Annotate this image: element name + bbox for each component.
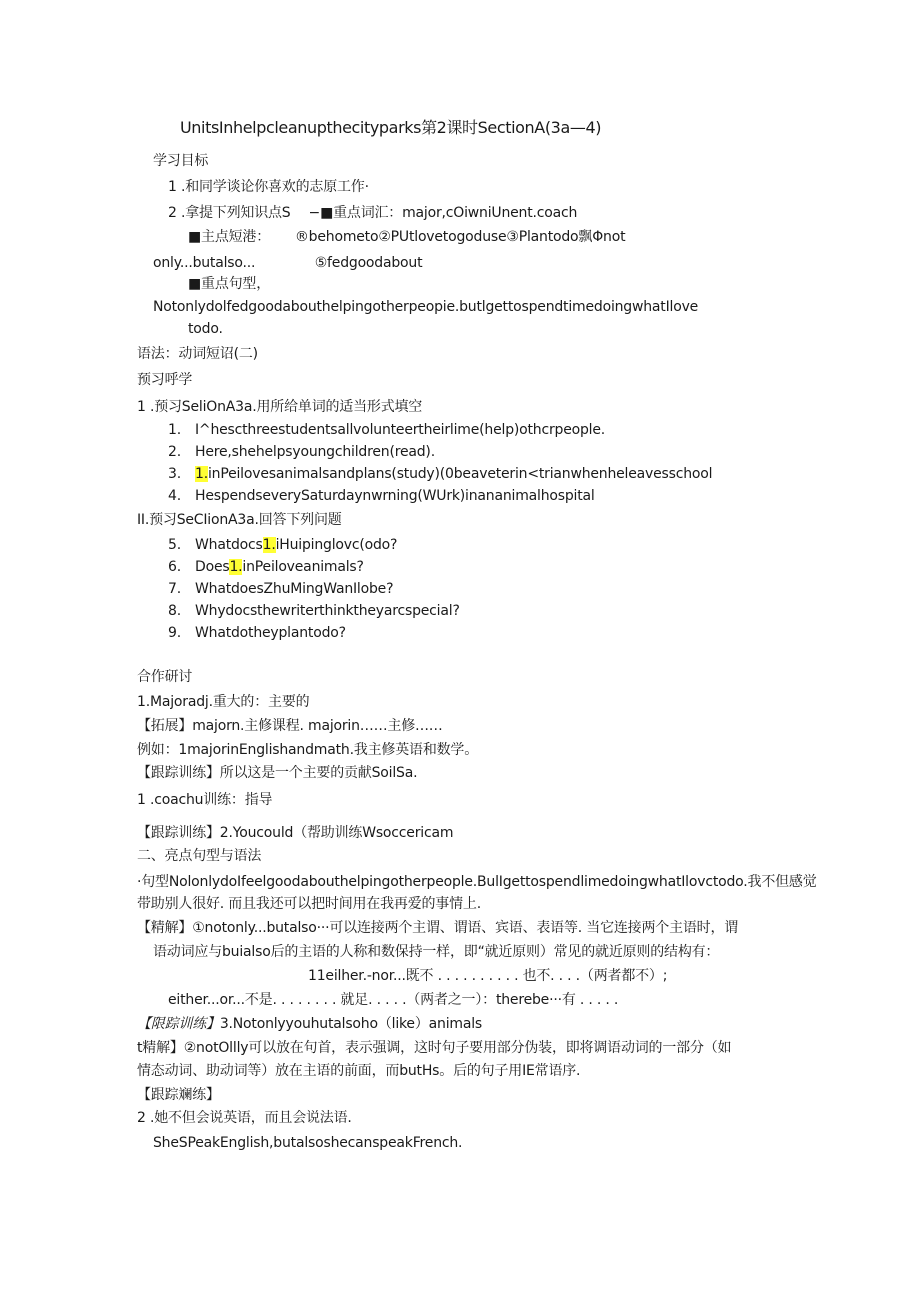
limit-exercise: 【限踪训练】3.Notonlyyouhutalsoho（like）animals <box>137 1016 482 1032</box>
question-item: 5. Whatdocs1.iHuipinglovc(odo? <box>168 537 398 553</box>
question-item: 7. WhatdoesZhuMingWanIlobe? <box>168 581 394 597</box>
explanation-1: 【精解】①notonly...butalso···可以连接两个主谓、谓语、宾语、表语等. 当它连接两个主语时，谓 <box>137 920 739 936</box>
major-tracking-exercise: 【跟踪训练】所以这是一个主要的贡献SoilSa. <box>137 765 418 781</box>
key-sentence-label: ■重点句型， <box>188 276 271 292</box>
preview-part-1: 1 .预习SeliOnA3a.用所给单词的适当形式填空 <box>137 399 423 415</box>
key-sentence-continued: todo. <box>188 321 223 337</box>
objective-item-2: 2 .拿提下列知识点S −■重点词汇：major,cOiwniUnent.coach <box>168 205 578 221</box>
question-item: 8. Whydocsthewriterthinktheyarcspecial? <box>168 603 460 619</box>
key-phrases-continued: only...butalso... ⑤fedgoodabout <box>153 255 423 271</box>
exercise-question: 2 .她不但会说英语，而且会说法语. <box>137 1110 352 1126</box>
exercise-answer: SheSPeakEnglish,butalsoshecanspeakFrench. <box>153 1135 463 1151</box>
question-item: 6. Does1.inPeiloveanimals? <box>168 559 364 575</box>
key-sentence: Notonlydolfedgoodabouthelpingotherpeopie.butlgettospendtimedoingwhatIlove <box>153 299 699 315</box>
explanation-1-structure-a: 11eilher.-nor...既不 . . . . . . . . . . 也不. . . .（两者都不）; <box>308 968 668 984</box>
objective-item-1: 1 .和同学谈论你喜欢的志原工作· <box>168 179 369 195</box>
exercise-item: 2. Here,shehelpsyoungchildren(read). <box>168 444 435 460</box>
explanation-1-structure-b: either...or...不是. . . . . . . . 就足. . . . .（两者之一）：therebe···有 . . . . . <box>168 992 619 1008</box>
preview-part-2: II.预习SeCIionA3a.回答下列问题 <box>137 512 342 528</box>
question-item: 9. Whatdotheyplantodo? <box>168 625 346 641</box>
exercise-item: 1. I^hescthreestudentsallvolunteertheirlime(help)othcrpeople. <box>168 422 606 438</box>
key-phrases: ■主点短港： ®behometo②PUtlovetogoduse③Plantodo飘Φnot <box>188 229 626 245</box>
tracking-exercise-label: 【跟踪斓练】 <box>137 1087 220 1103</box>
highlights-heading: 二、亮点句型与语法 <box>137 848 262 864</box>
sentence-pattern-translation: 带助别人很好. 而且我还可以把时间用在我再爱的事情上. <box>137 896 481 912</box>
objectives-heading: 学习目标 <box>153 153 209 169</box>
page-title: UnitsInhelpcleanupthecityparks第2课时SectionA(3a—4) <box>180 118 602 137</box>
explanation-2: t精解】②notOllly可以放在句首，表示强调，这时句子要用部分伪装，即将调语动词的一部分（如 <box>137 1040 732 1056</box>
exercise-item: 3. 1.inPeilovesanimalsandplans(study)(0beaveterin<trianwhenheleavesschool <box>168 466 713 482</box>
exercise-item: 4. HespendseverySaturdaynwrning(WUrk)inananimalhospital <box>168 488 595 504</box>
explanation-1-continued: 语动词应与buialso后的主语的人称和数保持一样，即“就近原则）常见的就近原则的结构有： <box>153 944 720 960</box>
cooperation-heading: 合作研讨 <box>137 669 193 685</box>
major-extension: 【拓展】majorn.主修课程. majorin……主修…… <box>137 718 443 734</box>
major-definition: 1.Majoradj.重大的：主要的 <box>137 694 310 710</box>
preview-heading: 预习呼学 <box>137 372 193 388</box>
major-example: 例如：1majorinEnglishandmath.我主修英语和数学。 <box>137 742 479 758</box>
grammar-line: 语法：动词短诏(二) <box>137 346 258 362</box>
coach-tracking-exercise: 【跟踪训练】2.Youcould（帮助训练Wsoccericam <box>137 825 454 841</box>
explanation-2-continued: 情态动词、助动词等）放在主语的前面，而butHs。后的句子用IE常语序. <box>137 1063 581 1079</box>
sentence-pattern: ·句型NolonlydoIfeelgoodabouthelpingotherpeople.BulIgettospendlimedoingwhatIlovctodo.我不但感觉 <box>137 874 817 890</box>
coach-definition: 1 .coachu训练：指导 <box>137 792 273 808</box>
